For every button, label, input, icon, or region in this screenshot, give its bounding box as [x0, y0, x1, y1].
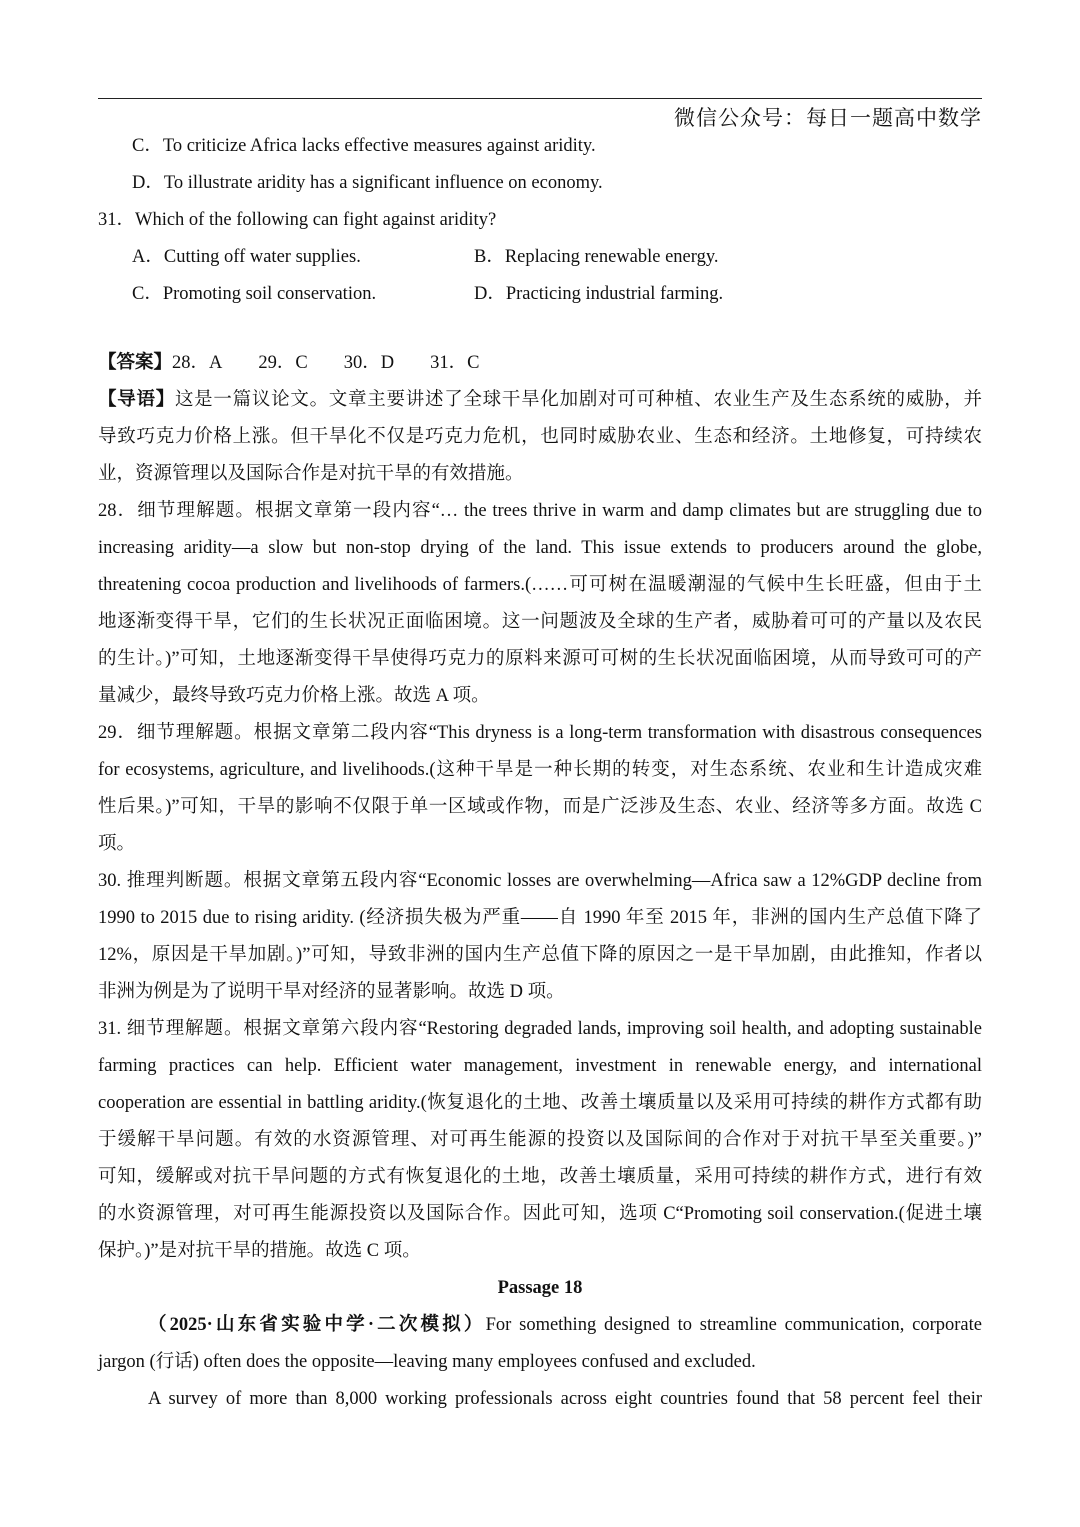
answer-item: 28．A	[172, 353, 223, 373]
exp29-line: 29．细节理解题。根据文章第二段内容“This dryness is a long-term transformation with disastrous consequences	[98, 723, 982, 743]
exp29-line: for ecosystems, agriculture, and livelihoods.(这种干旱是一种长期的转变，对生态系统、农业和生计造成灾难	[98, 760, 982, 780]
passage-text: For something designed to streamline communication, corporate	[485, 1315, 982, 1335]
exp30-line: 12%，原因是干旱加剧。)”可知，导致非洲的国内生产总值下降的原因之一是干旱加剧，由此推知，作者以	[98, 945, 982, 965]
answer-item: 31．C	[430, 353, 480, 373]
exp28-line: increasing aridity—a slow but non-stop drying of the land. This issue extends to producers around the globe,	[98, 538, 982, 558]
exp31-line: 可知，缓解或对抗干旱问题的方式有恢复退化的土地，改善土壤质量，采用可持续的耕作方式，进行有效	[98, 1167, 982, 1187]
header-wechat-label: 微信公众号：每日一题高中数学	[674, 106, 982, 130]
q31-option-a: A．Cutting off water supplies.	[132, 247, 361, 267]
guide-text: 这是一篇议论文。文章主要讲述了全球干旱化加剧对可可种植、农业生产及生态系统的威胁，并	[174, 390, 982, 410]
exp28-line: 的生计。)”可知，土地逐渐变得干旱使得巧克力的原料来源可可树的生长状况面临困境，从而导致可可的产	[98, 649, 982, 669]
exp30-line: 1990 to 2015 due to rising aridity. (经济损失极为严重——自 1990 年至 2015 年，非洲的国内生产总值下降了	[98, 908, 982, 928]
exp30-line: 30. 推理判断题。根据文章第五段内容“Economic losses are overwhelming—Africa saw a 12%GDP decline from	[98, 871, 982, 891]
exp28-line: threatening cocoa production and livelihoods of farmers.(……可可树在温暖潮湿的气候中生长旺盛，但由于土	[98, 575, 982, 595]
guide-line	[98, 382, 982, 419]
q31-option-d: D．Practicing industrial farming.	[474, 284, 724, 304]
passage-paragraph-2-line-1: A survey of more than 8,000 working professionals across eight countries found that 58 percent feel their	[148, 1389, 982, 1409]
guide-label: 【导语】	[98, 390, 175, 410]
exp31-line: 保护。)”是对抗干旱的措施。故选 C 项。	[98, 1241, 421, 1261]
exp31-line: farming practices can help. Efficient water management, investment in renewable energy, and international	[98, 1056, 982, 1076]
section-gap	[98, 313, 982, 345]
passage-title: Passage 18	[497, 1278, 583, 1298]
guide-line: 导致巧克力价格上涨。但干旱化不仅是巧克力危机，也同时威胁农业、生态和经济。土地修复，可持续农	[98, 427, 982, 447]
exp31-line: cooperation are essential in battling aridity.(恢复退化的土地、改善土壤质量以及采用可持续的耕作方式都有助	[98, 1093, 982, 1113]
exp31-line: 于缓解干旱问题。有效的水资源管理、对可再生能源的投资以及国际间的合作对于对抗干旱至关重要。)”	[98, 1130, 982, 1150]
exp28-line: 量减少，最终导致巧克力价格上涨。故选 A 项。	[98, 686, 490, 706]
exp29-line: 性后果。)”可知，干旱的影响不仅限于单一区域或作物，而是广泛涉及生态、农业、经济等多方面。故选 C	[98, 797, 982, 817]
exp31-line: 31. 细节理解题。根据文章第六段内容“Restoring degraded lands, improving soil health, and adopting sustainable	[98, 1019, 982, 1039]
q30-option-d: D．To illustrate aridity has a significant influence on economy.	[132, 173, 603, 193]
exp29-line: 项。	[98, 834, 136, 854]
answer-line	[98, 345, 982, 382]
q31-option-b: B．Replacing renewable energy.	[474, 247, 719, 267]
exp30-line: 非洲为例是为了说明干旱对经济的显著影响。故选 D 项。	[98, 982, 565, 1002]
header-rule	[98, 98, 982, 99]
document-body	[98, 128, 982, 1418]
exp28-line: 地逐渐变得干旱，它们的生长状况正面临困境。这一问题波及全球的生产者，威胁着可可的产量以及农民	[98, 612, 982, 632]
q31-option-c: C．Promoting soil conservation.	[132, 284, 377, 304]
q30-option-c: C．To criticize Africa lacks effective measures against aridity.	[132, 136, 596, 156]
q31-stem: 31．Which of the following can fight against aridity?	[98, 210, 497, 230]
answer-item: 29．C	[258, 353, 308, 373]
q31-options-row-2	[98, 276, 982, 313]
exp31-line: 的水资源管理，对可再生能源投资以及国际合作。因此可知，选项 C“Promoting soil conservation.(促进土壤	[98, 1204, 982, 1224]
passage-paragraph-1-line-1	[98, 1307, 982, 1344]
q31-options-row-1	[98, 239, 982, 276]
passage-paragraph-1-line-2: jargon (行话) often does the opposite—leaving many employees confused and excluded.	[98, 1352, 756, 1372]
answer-label: 【答案】	[98, 353, 173, 373]
passage-source: （2025·山东省实验中学·二次模拟）	[148, 1315, 486, 1335]
exp28-line: 28．细节理解题。根据文章第一段内容“… the trees thrive in warm and damp climates but are struggling due to	[98, 501, 982, 521]
answer-item: 30．D	[343, 353, 395, 373]
guide-line: 业，资源管理以及国际合作是对抗干旱的有效措施。	[98, 464, 524, 484]
